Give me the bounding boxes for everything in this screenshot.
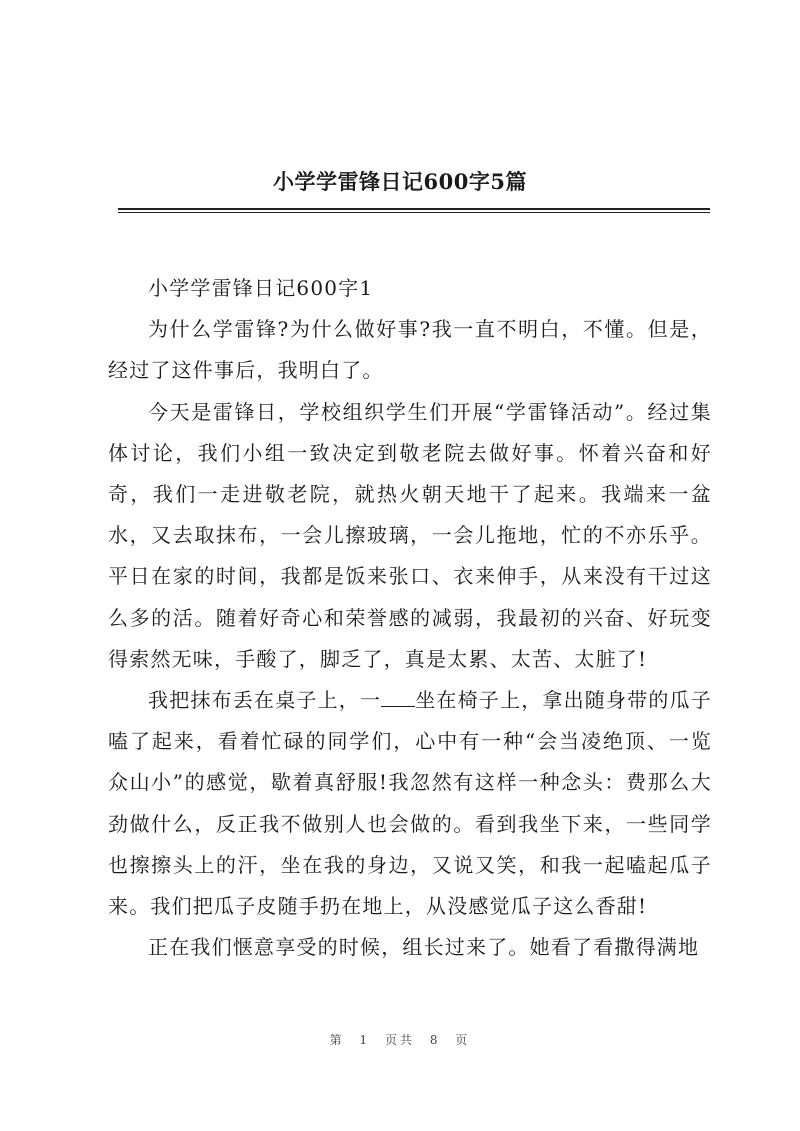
current-page-number: 1 bbox=[359, 1033, 371, 1047]
page-title: 小学学雷锋日记600字5篇 bbox=[273, 169, 527, 194]
paragraph-4: 正在我们惬意享受的时候，组长过来了。她看了看撒得满地 bbox=[148, 935, 700, 960]
document-body bbox=[108, 268, 712, 968]
paragraph-3-lead: 我把抹布丢在桌子上，一 bbox=[148, 688, 382, 713]
footer-mid: 页共 bbox=[384, 1033, 415, 1047]
paragraph-2: 今天是雷锋日，学校组织学生们开展“学雷锋活动”。经过集体讨论，我们小组一致决定到敬老院去做好事。怀着兴奋和好奇，我们一走进敬老院，就热火朝天地干了起来。我端来一盆水，又去取抹布，一会儿擦玻璃，一会儿拖地，忙的不亦乐乎。平日在家的时间，我都是饭来张口、衣来伸手，从来没有干过这么多的活。随着好奇心和荣誉感的减弱，我最初的兴奋、好玩变得索然无味，手酸了，脚乏了，真是太累、太苦、太脏了! bbox=[108, 399, 712, 671]
footer-suffix: 页 bbox=[455, 1033, 471, 1047]
section-heading: 小学学雷锋日记600字1 bbox=[148, 276, 374, 300]
paragraph-1: 为什么学雷锋?为什么做好事?我一直不明白，不懂。但是，经过了这件事后，我明白了。 bbox=[108, 317, 712, 383]
fill-in-blank bbox=[381, 688, 415, 707]
title-divider bbox=[118, 208, 710, 213]
page-footer bbox=[0, 1031, 800, 1048]
paragraph-3 bbox=[108, 680, 712, 927]
footer-prefix: 第 bbox=[329, 1033, 345, 1047]
paragraph-3-rest: 坐在椅子上，拿出随身带的瓜子嗑了起来，看着忙碌的同学们，心中有一种“会当凌绝顶、一览众山小”的感觉，歇着真舒服!我忽然有这样一种念头：费那么大劲做什么，反正我不做别人也会做的。看到我坐下来，一些同学也擦擦头上的汗，坐在我的身边，又说又笑，和我一起嗑起瓜子来。我们把瓜子皮随手扔在地上，从没感觉瓜子这么香甜! bbox=[108, 688, 713, 919]
total-pages-number: 8 bbox=[429, 1033, 441, 1047]
